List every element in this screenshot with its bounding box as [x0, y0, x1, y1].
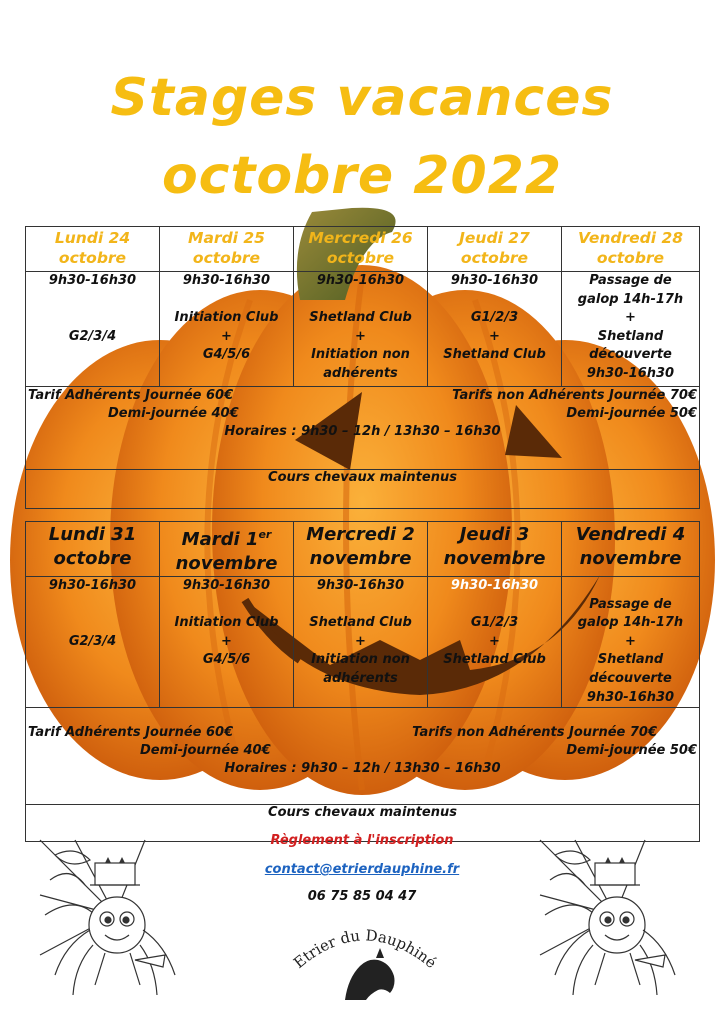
day-header: Jeudi 27 octobre	[428, 227, 562, 272]
phone-number: 06 75 85 04 47	[307, 889, 417, 904]
tarif-cell	[26, 708, 700, 805]
activity-row	[26, 577, 700, 708]
activity-cell: 9h30-16h30 G1/2/3 + Shetland Club	[428, 577, 562, 708]
contact-email-link[interactable]: contact@etrierdauphine.fr	[264, 862, 460, 877]
tarif-non-adherents: Tarifs non Adhérents Journée 70€	[452, 388, 697, 403]
activity-cell: 9h30-16h30 Shetland Club + Initiation non adhérents	[294, 272, 428, 387]
svg-text:Etrier du Dauphiné: Etrier du Dauphiné	[290, 926, 440, 973]
spider-decoration-icon	[535, 835, 685, 1000]
day-header: Mercredi 2 novembre	[294, 522, 428, 577]
tarif-row	[26, 387, 700, 470]
cours-cell: Cours chevaux maintenus	[26, 805, 700, 842]
activity-cell: 9h30-16h30 Initiation Club + G4/5/6	[160, 272, 294, 387]
day-header-row	[26, 522, 700, 577]
activity-cell: 9h30-16h30 Initiation Club + G4/5/6	[160, 577, 294, 708]
schedule-table-week2	[25, 521, 700, 842]
day-header: Mardi 1er novembre	[160, 522, 294, 577]
day-header: Jeudi 3 novembre	[428, 522, 562, 577]
demi-journee-adherents: Demi-journée 40€	[108, 406, 239, 421]
day-header: Lundi 24 octobre	[26, 227, 160, 272]
horaires: Horaires : 9h30 – 12h / 13h30 – 16h30	[224, 761, 501, 777]
tarif-non-adherents: Tarifs non Adhérents Journée 70€	[412, 725, 657, 741]
spider-decoration-icon	[35, 835, 185, 1000]
horaires: Horaires : 9h30 – 12h / 13h30 – 16h30	[224, 424, 501, 439]
tarif-cell	[26, 387, 700, 470]
day-header: Vendredi 4 novembre	[562, 522, 700, 577]
day-header: Mardi 25 octobre	[160, 227, 294, 272]
activity-cell: Passage de galop 14h-17h + Shetland découverte 9h30-16h30	[562, 272, 700, 387]
demi-journee-adherents: Demi-journée 40€	[140, 743, 271, 759]
day-header: Vendredi 28 octobre	[562, 227, 700, 272]
schedule-table-week1	[25, 226, 700, 509]
cours-cell: Cours chevaux maintenus	[26, 470, 700, 509]
activity-cell: 9h30-16h30 G1/2/3 + Shetland Club	[428, 272, 562, 387]
day-header-row	[26, 227, 700, 272]
page-title-line2: octobre 2022	[161, 146, 563, 206]
demi-journee-non-adherents: Demi-journée 50€	[566, 743, 697, 759]
activity-row	[26, 272, 700, 387]
page-title-line1: Stages vacances	[110, 68, 614, 128]
day-header: Lundi 31 octobre	[26, 522, 160, 577]
activity-cell: 9h30-16h30 Shetland Club + Initiation non adhérents	[294, 577, 428, 708]
demi-journee-non-adherents: Demi-journée 50€	[566, 406, 697, 421]
tarif-adherents: Tarif Adhérents Journée 60€	[28, 388, 234, 403]
day-header: Mercredi 26 octobre	[294, 227, 428, 272]
tarif-row	[26, 708, 700, 805]
activity-cell: 9h30-16h30 G2/3/4	[26, 577, 160, 708]
reglement-text: Règlement à l'inscription	[270, 833, 454, 848]
cours-row	[26, 470, 700, 509]
activity-cell: Passage de galop 14h-17h + Shetland découverte 9h30-16h30	[562, 577, 700, 708]
etrier-du-dauphine-logo	[290, 908, 440, 1003]
activity-cell: 9h30-16h30 G2/3/4	[26, 272, 160, 387]
tarif-adherents: Tarif Adhérents Journée 60€	[28, 725, 234, 741]
